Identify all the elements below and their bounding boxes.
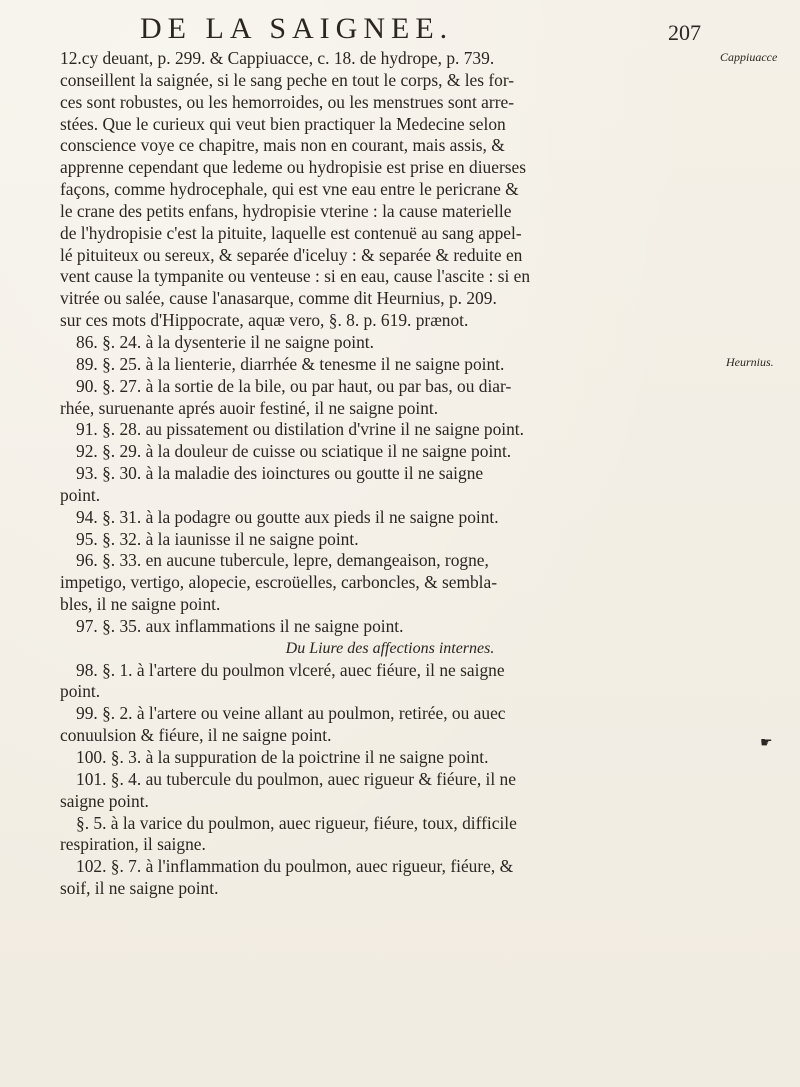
section-heading: Du Liure des affections internes. (285, 639, 495, 657)
text-line: impetigo, vertigo, alopecie, escroüelles, carboncles, & sembla- (60, 572, 498, 593)
text-line: 92. §. 29. à la douleur de cuisse ou sciatique il ne saigne point. (76, 441, 512, 462)
text-line: 101. §. 4. au tubercule du poulmon, auec rigueur & fiéure, il ne (76, 768, 516, 789)
text-line: point. (60, 681, 101, 702)
text-line: de l'hydropisie c'est la pituite, laquelle est contenuë au sang appel- (60, 222, 522, 243)
text-line: conuulsion & fiéure, il ne saigne point. (60, 725, 332, 746)
text-line: 12.cy deuant, p. 299. & Cappiuacce, c. 18. de hydrope, p. 739. (60, 48, 495, 68)
text-line: bles, il ne saigne point. (60, 594, 221, 615)
text-line: 89. §. 25. à la lienterie, diarrhée & tenesme il ne saigne point. (76, 353, 505, 374)
running-header (70, 12, 730, 52)
text-line: respiration, il saigne. (60, 834, 206, 855)
text-line: lé pituiteux ou sereux, & separée d'iceluy : & separée & reduite en (60, 244, 523, 265)
text-line: 96. §. 33. en aucune tubercule, lepre, demangeaison, rogne, (76, 550, 489, 571)
text-line: 102. §. 7. à l'inflammation du poulmon, auec rigueur, fiéure, & (76, 856, 514, 877)
text-line: 90. §. 27. à la sortie de la bile, ou par haut, ou par bas, ou diar- (76, 375, 512, 396)
text-line: sur ces mots d'Hippocrate, aquæ vero, §. 8. p. 619. prænot. (60, 310, 469, 331)
text-line: §. 5. à la varice du poulmon, auec rigueur, fiéure, toux, difficile (76, 812, 517, 833)
text-line: 99. §. 2. à l'artere ou veine allant au poulmon, retirée, ou auec (76, 703, 506, 724)
text-line: 94. §. 31. à la podagre ou goutte aux pieds il ne saigne point. (76, 506, 499, 527)
text-line: 95. §. 32. à la iaunisse il ne saigne point. (76, 528, 359, 549)
text-line: conscience voye ce chapitre, mais non en courant, mais assis, & (60, 135, 505, 156)
text-line: 98. §. 1. à l'artere du poulmon vlceré, auec fiéure, il ne saigne (76, 659, 505, 680)
text-body (60, 48, 720, 900)
margin-note: Cappiuacce (720, 50, 778, 64)
margin-note: Heurnius. (726, 355, 774, 369)
text-line: stées. Que le curieux qui veut bien practiquer la Medecine selon (60, 113, 506, 134)
text-line: soif, il ne saigne point. (60, 878, 219, 899)
text-line: ces sont robustes, ou les hemorroides, ou les menstrues sont arre- (60, 91, 514, 112)
page-number: 207 (668, 20, 701, 45)
text-line: rhée, suruenante aprés auoir festiné, il ne saigne point. (60, 397, 439, 418)
text-line: 100. §. 3. à la suppuration de la poictrine il ne saigne point. (76, 747, 489, 767)
text-line: 97. §. 35. aux inflammations il ne saigne point. (76, 615, 404, 636)
text-line: 91. §. 28. au pissatement ou distilation d'vrine il ne saigne point. (76, 419, 524, 440)
text-line: vitrée ou salée, cause l'anasarque, comme dit Heurnius, p. 209. (60, 288, 497, 309)
text-line: le crane des petits enfans, hydropisie vterine : la cause materielle (60, 200, 512, 221)
text-line: 86. §. 24. à la dysenterie il ne saigne point. (76, 331, 374, 352)
text-line: vent cause la tympanite ou venteuse : si en eau, cause l'ascite : si en (60, 266, 531, 287)
text-line: 93. §. 30. à la maladie des ioinctures ou goutte il ne saigne (76, 463, 484, 484)
text-line: façons, comme hydrocephale, qui est vne eau entre le pericrane & (60, 179, 519, 200)
pointing-hand-icon: ☛ (760, 736, 773, 751)
text-line: conseillent la saignée, si le sang peche en tout le corps, & les for- (60, 69, 515, 90)
running-title: DE LA SAIGNEE. (140, 12, 454, 45)
text-line: saigne point. (60, 790, 149, 811)
text-line: apprenne cependant que ledeme ou hydropisie est prise en diuerses (60, 157, 526, 178)
text-line: point. (60, 484, 101, 505)
